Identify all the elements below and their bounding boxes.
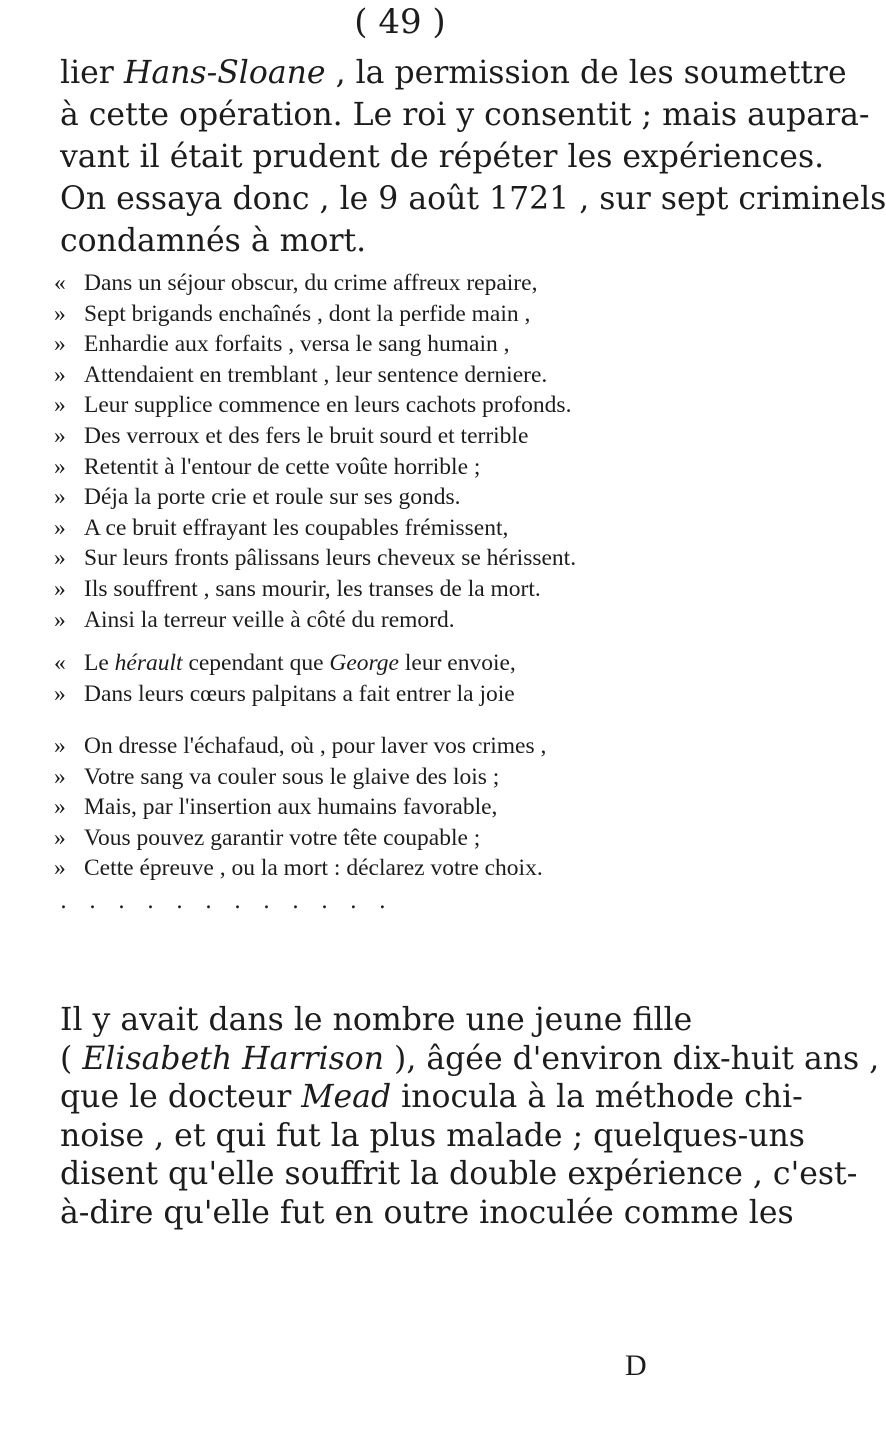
quote-mark: » [54, 422, 66, 449]
verse-text: Cette épreuve , ou la mort : déclarez votre choix. [84, 855, 543, 882]
quote-mark: » [54, 331, 66, 358]
quote-mark: » [54, 392, 66, 419]
text-line: Il y avait dans le nombre une jeune fille [60, 1002, 693, 1038]
quote-mark: » [54, 453, 66, 480]
verse-line [54, 482, 794, 513]
verse-line [54, 574, 794, 605]
verse-line [54, 513, 794, 544]
quote-mark: » [54, 680, 66, 707]
verse-line [54, 605, 794, 636]
text-line: à-dire qu'elle fut en outre inoculée comme les [60, 1194, 794, 1231]
verse-line [54, 268, 794, 299]
text-span: ( [60, 1040, 83, 1077]
verse-line [54, 823, 794, 854]
verse-text: Enhardie aux forfaits , versa le sang humain , [84, 331, 510, 358]
quote-mark: « [54, 650, 66, 676]
page-number: ( 49 ) [354, 2, 446, 42]
quote-mark: » [54, 606, 66, 633]
verse-text: Sept brigands enchaînés , dont la perfide main , [84, 300, 531, 327]
verse-line [54, 762, 794, 793]
name-hans-sloane: Hans-Sloane [123, 55, 326, 91]
text-line: noise , et qui fut la plus malade ; quelques-uns [60, 1117, 805, 1154]
text-span: lier [60, 55, 124, 91]
verse-line [54, 452, 794, 483]
text-line [60, 52, 847, 94]
verse-text: Retentit à l'entour de cette voûte horrible ; [84, 453, 481, 480]
verse-line [54, 792, 794, 823]
closing-paragraph [60, 1001, 880, 1232]
word-herault: hérault [114, 650, 183, 676]
verse-text: Dans leurs cœurs palpitans a fait entrer la joie [84, 680, 515, 707]
verse-text: Sur leurs fronts pâlissans leurs cheveux se hérissent. [84, 545, 577, 572]
text-span: inocula à la méthode chi- [391, 1079, 803, 1115]
verse-text: Dans un séjour obscur, du crime affreux repaire, [84, 270, 538, 296]
quote-mark: » [54, 545, 66, 572]
verse-text: A ce bruit effrayant les coupables frémissent, [84, 514, 509, 541]
verse-text: Leur supplice commence en leurs cachots profonds. [84, 392, 572, 419]
verse-text: Votre sang va couler sous le glaive des lois ; [84, 763, 500, 790]
quote-mark: » [54, 514, 66, 541]
verse-line [54, 731, 794, 762]
text-line: On essaya donc , le 9 août 1721 , sur sept criminels [60, 181, 886, 217]
quote-mark: » [54, 361, 66, 388]
verse-line [54, 648, 794, 679]
verse-text: On dresse l'échafaud, où , pour laver vos crimes , [84, 733, 547, 759]
text-span: que le docteur [60, 1079, 302, 1115]
text-span: , la permission de les soumettre [325, 55, 847, 91]
signature-mark: D [625, 1349, 647, 1382]
name-george: George [329, 650, 399, 676]
verse-text: Des verroux et des fers le bruit sourd et terrible [84, 422, 529, 449]
verse-line [54, 390, 794, 421]
text-span: ), âgée d'environ dix-huit ans , [384, 1040, 880, 1077]
text-line: disent qu'elle souffrit la double expérience , c'est- [60, 1156, 858, 1192]
verse-line [54, 360, 794, 391]
verse-text: Déja la porte crie et roule sur ses gonds. [84, 484, 461, 511]
name-elisabeth-harrison: Elisabeth Harrison [82, 1040, 385, 1077]
quote-mark: » [54, 575, 66, 602]
text-line [60, 1040, 880, 1079]
verse-quotation-3 [54, 731, 794, 884]
verse-text: Mais, par l'insertion aux humains favorable, [84, 794, 498, 821]
verse-line [54, 329, 794, 360]
ellipsis-row: ............ [60, 889, 408, 914]
opening-paragraph [60, 52, 886, 262]
text-line: condamnés à mort. [60, 223, 367, 259]
verse-line [54, 853, 794, 884]
text-line [60, 1078, 803, 1117]
quote-mark: » [54, 794, 66, 821]
name-mead: Mead [301, 1079, 392, 1115]
verse-line [54, 679, 794, 710]
verse-line [54, 543, 794, 574]
quote-mark: » [54, 733, 66, 759]
verse-text: Vous pouvez garantir votre tête coupable ; [84, 824, 481, 851]
quote-mark: » [54, 763, 66, 790]
quote-mark: » [54, 484, 66, 511]
quote-mark: » [54, 824, 66, 851]
verse-text: Ils souffrent , sans mourir, les transes de la mort. [84, 575, 541, 602]
verse-quotation-1 [54, 268, 794, 635]
quote-mark: » [54, 300, 66, 327]
verse-line [54, 299, 794, 330]
verse-text: cependant que [182, 650, 330, 676]
verse-text: leur envoie, [398, 650, 516, 676]
verse-line [54, 421, 794, 452]
verse-quotation-2 [54, 648, 794, 709]
quote-mark: » [54, 855, 66, 882]
verse-text: Attendaient en tremblant , leur sentence derniere. [84, 361, 548, 388]
verse-text: Le [84, 650, 115, 676]
quote-mark: « [54, 270, 66, 296]
text-line: vant il était prudent de répéter les expériences. [60, 139, 825, 175]
verse-text: Ainsi la terreur veille à côté du remord. [84, 606, 455, 633]
text-line: à cette opération. Le roi y consentit ; mais aupara- [60, 97, 870, 133]
